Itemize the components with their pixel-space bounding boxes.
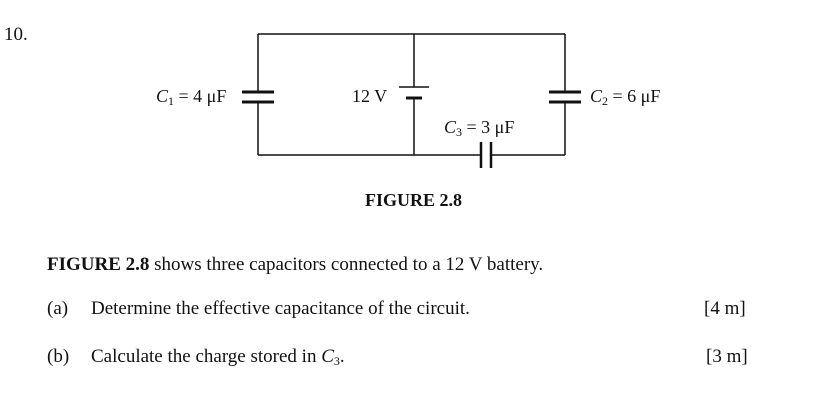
part-b-label: (b) bbox=[47, 346, 70, 367]
c2-label: $C_2 = 6$ μF bbox=[590, 86, 661, 108]
capacitor-c1 bbox=[242, 92, 274, 102]
part-b-text: Calculate the charge stored in $C_3$. bbox=[91, 346, 345, 368]
part-a-text: Determine the effective capacitance of the circuit. bbox=[91, 298, 470, 319]
capacitor-c2 bbox=[549, 92, 581, 102]
question-number: 10. bbox=[4, 24, 28, 45]
battery-label: 12 V bbox=[352, 86, 388, 106]
part-a-marks: [4 m] bbox=[704, 298, 746, 319]
c1-label: $C_1 = 4$ μF bbox=[156, 86, 227, 108]
figure-reference: FIGURE 2.8 bbox=[47, 254, 150, 275]
figure-caption: FIGURE 2.8 bbox=[364, 190, 462, 210]
part-b-marks: [3 m] bbox=[706, 346, 748, 367]
battery-symbol bbox=[399, 87, 429, 98]
part-a-label: (a) bbox=[47, 298, 69, 319]
c3-label: $C_3 = 3$ μF bbox=[444, 117, 515, 139]
question-intro: FIGURE 2.8 shows three capacitors connected to a 12 V battery. bbox=[47, 254, 544, 275]
capacitor-c3 bbox=[481, 142, 491, 168]
